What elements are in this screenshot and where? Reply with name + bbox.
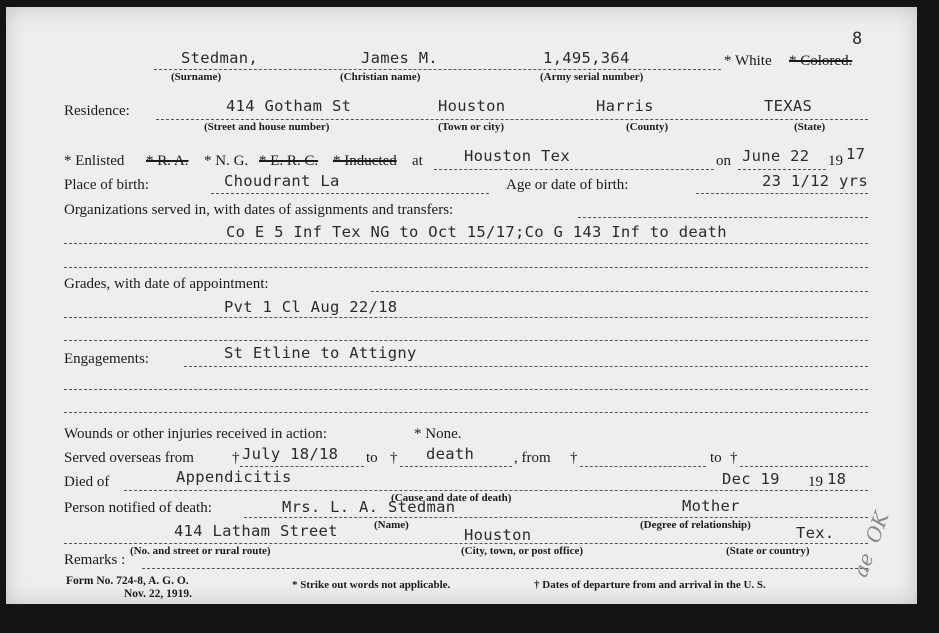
organizations-label: Organizations served in, with dates of assignments and transfers: — [64, 202, 454, 218]
town-caption: (Town or city) — [438, 121, 504, 133]
residence-street: 414 Gotham St — [226, 97, 352, 115]
serial-number-value: 1,495,364 — [543, 49, 630, 67]
overseas-to-value: death — [426, 445, 475, 463]
ra-label: * R. A. — [146, 153, 189, 169]
remarks-label: Remarks : — [64, 552, 126, 568]
relationship-caption: (Degree of relationship) — [640, 519, 751, 531]
white-label: * White — [724, 53, 772, 69]
christian-caption: (Christian name) — [340, 71, 421, 83]
on-label: on — [716, 153, 731, 169]
death-cause: Appendicitis — [176, 468, 292, 486]
residence-state: TEXAS — [764, 97, 813, 115]
notified-street: 414 Latham Street — [174, 522, 338, 540]
overseas-to-dagger: † — [390, 450, 398, 466]
notified-city: Houston — [464, 526, 532, 544]
overseas-from2-label: , from — [514, 450, 551, 466]
organizations-value: Co E 5 Inf Tex NG to Oct 15/17;Co G 143 Inf to death — [226, 223, 727, 241]
service-record-card — [6, 7, 917, 604]
card-number: 8 — [852, 29, 863, 49]
ng-label: * N. G. — [204, 153, 249, 169]
dates-note: † Dates of departure from and arrival in the U. S. — [534, 579, 766, 591]
overseas-to-label: to — [366, 450, 378, 466]
enlisted-label: * Enlisted — [64, 153, 125, 169]
notified-label: Person notified of death: — [64, 500, 212, 516]
death-caption: (Cause and date of death) — [391, 492, 512, 504]
birthplace-line — [211, 193, 489, 194]
engagements-line-1 — [184, 366, 868, 367]
enlistment-year-prefix: 19 — [828, 153, 843, 169]
organizations-line-2 — [64, 243, 868, 244]
notified-address-line — [64, 543, 868, 544]
serial-caption: (Army serial number) — [540, 71, 644, 83]
engagements-line-3 — [64, 412, 868, 413]
enlistment-date-line — [738, 169, 826, 170]
surname-caption: (Surname) — [171, 71, 222, 83]
engagements-line-2 — [64, 389, 868, 390]
inducted-label: * Inducted — [333, 153, 397, 169]
death-line — [124, 490, 868, 491]
christian-name-value: James M. — [361, 49, 439, 67]
street-caption: (Street and house number) — [204, 121, 330, 133]
at-label: at — [412, 153, 423, 169]
age-label: Age or date of birth: — [506, 177, 629, 193]
grades-label: Grades, with date of appointment: — [64, 276, 269, 292]
organizations-line-3 — [64, 267, 868, 268]
wounds-value: * None. — [414, 426, 462, 442]
residence-county: Harris — [596, 97, 654, 115]
grades-line-1 — [371, 291, 868, 292]
grades-value: Pvt 1 Cl Aug 22/18 — [224, 298, 398, 316]
age-line — [696, 193, 868, 194]
overseas-to-line — [400, 466, 512, 467]
header-line — [154, 69, 721, 70]
surname-value: Stedman, — [181, 49, 259, 67]
notified-relationship: Mother — [682, 497, 740, 515]
state-caption: (State) — [794, 121, 826, 133]
overseas-from2-line — [580, 466, 706, 467]
birthplace-value: Choudrant La — [224, 172, 340, 190]
birthplace-label: Place of birth: — [64, 177, 149, 193]
enlistment-date: June 22 — [742, 147, 810, 165]
strike-note: * Strike out words not applicable. — [292, 579, 451, 591]
organizations-line-1 — [578, 217, 868, 218]
overseas-to2-label: to — [710, 450, 722, 466]
overseas-from2-dagger: † — [570, 450, 578, 466]
died-label: Died of — [64, 474, 110, 490]
death-year-suffix: 18 — [827, 470, 847, 488]
wounds-label: Wounds or other injuries received in action: — [64, 426, 327, 442]
residence-line — [156, 119, 868, 120]
death-date: Dec 19 — [722, 470, 780, 488]
erc-label: * E. R. C. — [259, 153, 319, 169]
overseas-to2-dagger: † — [730, 450, 738, 466]
enlistment-year-suffix: 17 — [846, 145, 866, 163]
engagements-label: Engagements: — [64, 351, 149, 367]
handwritten-annotation: ae OK — [848, 508, 894, 581]
form-number: Form No. 724-8, A. G. O. — [66, 575, 189, 587]
overseas-from-line — [240, 466, 364, 467]
grades-line-2 — [64, 317, 868, 318]
notified-name: Mrs. L. A. Stedman — [282, 498, 456, 516]
overseas-from-date: July 18/18 — [242, 445, 339, 463]
notified-state: Tex. — [796, 524, 835, 542]
age-value: 23 1/12 yrs — [762, 172, 868, 190]
form-date: Nov. 22, 1919. — [124, 588, 193, 600]
address-state-caption: (State or country) — [726, 545, 810, 557]
address-street-caption: (No. and street or rural route) — [130, 545, 271, 557]
overseas-label: Served overseas from — [64, 450, 194, 466]
residence-town: Houston — [438, 97, 506, 115]
county-caption: (County) — [626, 121, 669, 133]
grades-line-3 — [64, 340, 868, 341]
engagements-value: St Etline to Attigny — [224, 344, 417, 362]
notified-line — [244, 517, 868, 518]
notified-name-caption: (Name) — [374, 519, 409, 531]
residence-label: Residence: — [64, 103, 130, 119]
remarks-line — [142, 568, 868, 569]
overseas-from-dagger: † — [232, 450, 240, 466]
enlistment-place-line — [434, 169, 714, 170]
overseas-to2-line — [740, 466, 868, 467]
death-year-prefix: 19 — [808, 474, 823, 490]
address-city-caption: (City, town, or post office) — [461, 545, 583, 557]
enlistment-place: Houston Tex — [464, 147, 570, 165]
colored-label: * Colored. — [789, 53, 853, 69]
